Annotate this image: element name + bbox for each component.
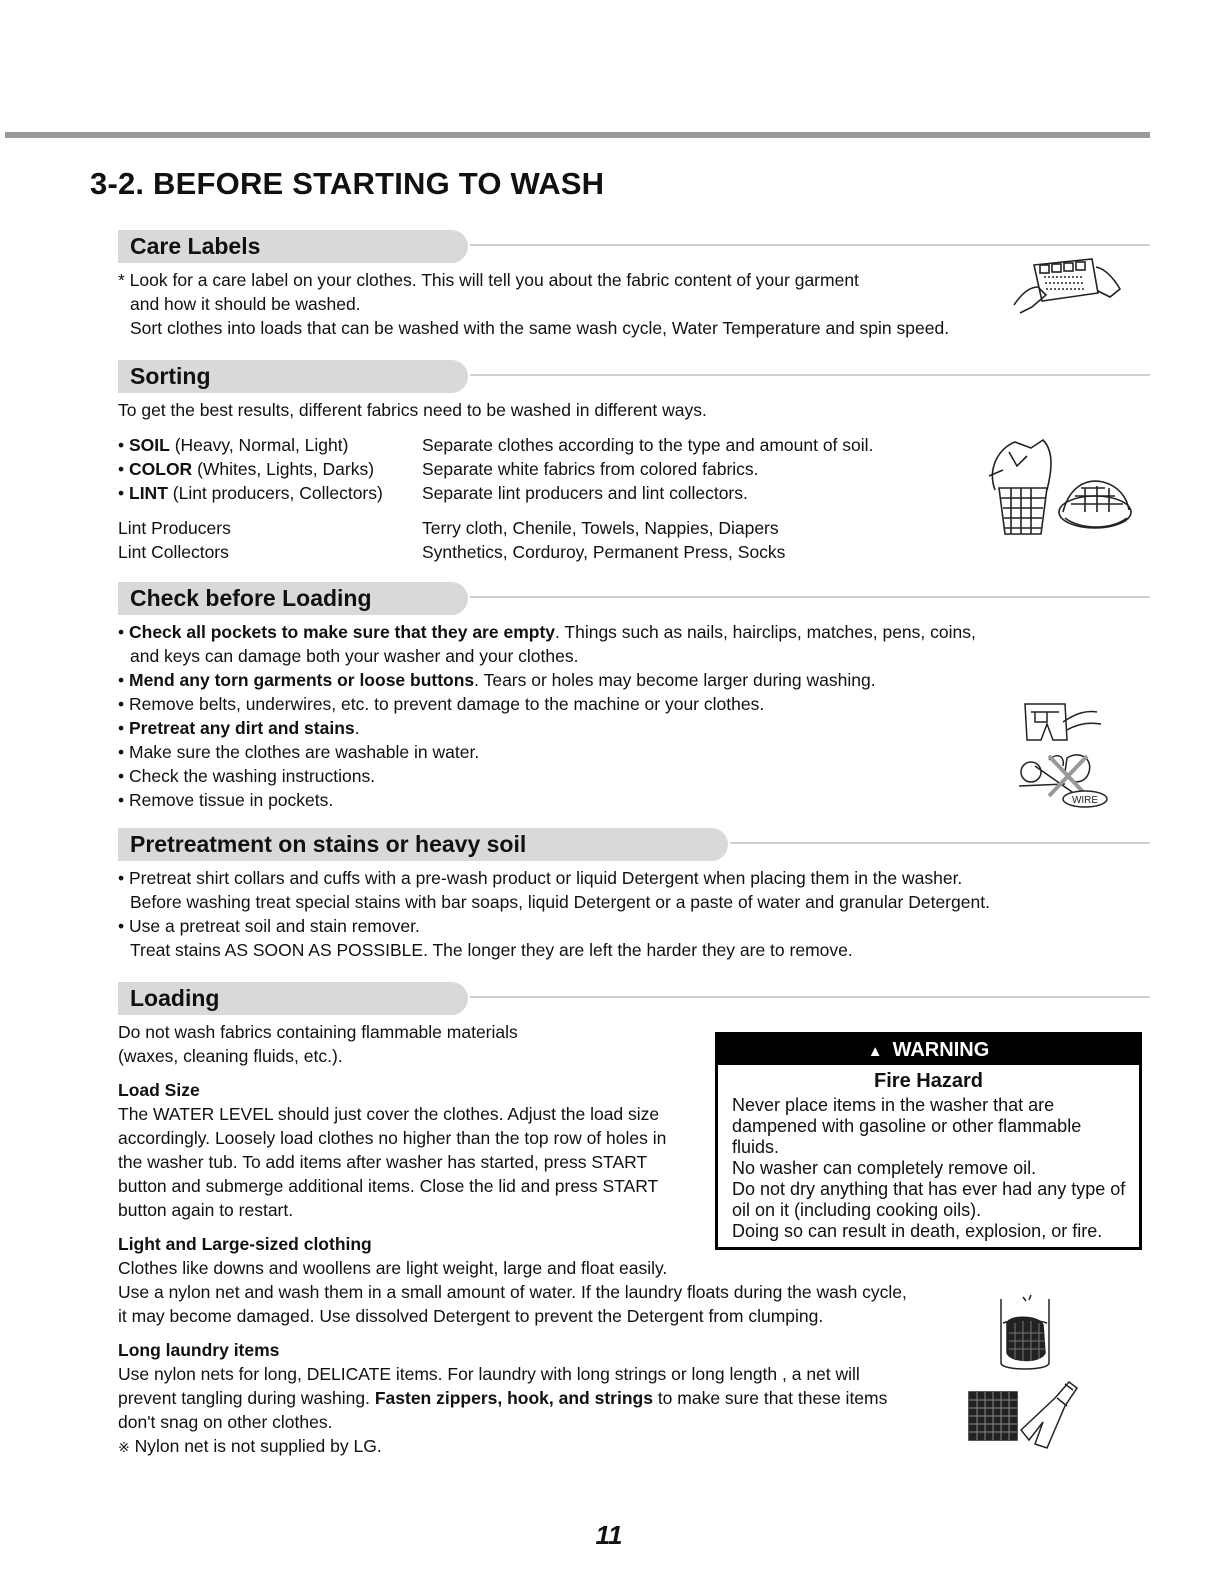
section-rule: [470, 996, 1150, 998]
care-labels-line-3: Sort clothes into loads that can be washed with the same wash cycle, Water Temperature and spin speed.: [130, 318, 950, 338]
long-items-line-1: Use nylon nets for long, DELICATE items. For laundry with long strings or long length , a net will: [118, 1364, 860, 1384]
light-clothing-line: it may become damaged. Use dissolved Detergent to prevent the Detergent from clumping.: [118, 1306, 824, 1326]
nylon-net-note: ※ Nylon net is not supplied by LG.: [118, 1436, 382, 1456]
check-item-belts: • Remove belts, underwires, etc. to prevent damage to the machine or your clothes.: [118, 694, 765, 714]
light-clothing-line: Clothes like downs and woollens are light weight, large and float easily.: [118, 1258, 668, 1278]
section-header-check-before-loading: [118, 582, 1150, 615]
light-clothing-line: Use a nylon net and wash them in a small amount of water. If the laundry floats during the wash cycle,: [118, 1282, 907, 1302]
sorting-terms: [118, 433, 383, 505]
nylon-net-and-jeans-icon: [965, 1378, 1085, 1468]
long-items-line-3: don't snag on other clothes.: [118, 1412, 333, 1432]
long-items-line-2: prevent tangling during washing. Fasten zippers, hook, and strings to make sure that these items: [118, 1388, 888, 1408]
section-title: Care Labels: [118, 230, 468, 263]
page-title: 3-2. BEFORE STARTING TO WASH: [90, 166, 605, 201]
warning-box: [715, 1032, 1142, 1250]
care-labels-line-2: and how it should be washed.: [130, 294, 361, 314]
light-clothing-block: [118, 1232, 907, 1328]
check-item-washable: • Make sure the clothes are washable in water.: [118, 742, 480, 762]
section-header-sorting: [118, 360, 1150, 393]
warning-header: [718, 1035, 1139, 1065]
wire-label: WIRE: [1071, 795, 1099, 806]
section-rule: [470, 374, 1150, 376]
load-size-title: Load Size: [118, 1080, 200, 1100]
load-size-line: accordingly. Loosely load clothes no higher than the top row of holes in: [118, 1128, 667, 1148]
care-label-hands-icon: [1012, 257, 1122, 315]
sorting-term-soil: • SOIL (Heavy, Normal, Light): [118, 435, 349, 455]
check-item-instructions: • Check the washing instructions.: [118, 766, 376, 786]
page-number: 11: [595, 1520, 623, 1550]
check-loading-list: [118, 620, 976, 812]
warning-triangle-icon: ▲: [867, 1043, 883, 1060]
section-title: Pretreatment on stains or heavy soil: [118, 828, 728, 861]
section-title: Check before Loading: [118, 582, 468, 615]
lint-producers-label: Lint Producers: [118, 518, 231, 538]
warning-body: [718, 1093, 1139, 1242]
warning-label: WARNING: [892, 1039, 990, 1061]
care-labels-line-1: * Look for a care label on your clothes. This will tell you about the fabric content of your garment: [118, 270, 859, 290]
section-header-loading: [118, 982, 1150, 1015]
sorting-term-lint: • LINT (Lint producers, Collectors): [118, 483, 383, 503]
loading-intro-line-1: Do not wash fabrics containing flammable materials: [118, 1022, 518, 1042]
check-item-pretreat: • Pretreat any dirt and stains.: [118, 718, 360, 738]
pretreatment-line-1: • Pretreat shirt collars and cuffs with a pre-wash product or liquid Detergent when placing them in the washer.: [118, 868, 963, 888]
long-items-block: [118, 1338, 887, 1459]
check-item-pockets-cont: and keys can damage both your washer and your clothes.: [130, 646, 579, 666]
check-item-mend: • Mend any torn garments or loose buttons. Tears or holes may become larger during washing.: [118, 670, 876, 690]
sorting-intro: To get the best results, different fabrics need to be washed in different ways.: [118, 400, 707, 420]
lint-descriptions: [422, 516, 785, 564]
section-rule: [730, 842, 1150, 844]
warning-line: Doing so can result in death, explosion, or fire.: [732, 1221, 1103, 1241]
loading-intro: [118, 1020, 518, 1068]
net-in-tub-icon: [995, 1293, 1055, 1373]
load-size-line: button and submerge additional items. Close the lid and press START: [118, 1176, 659, 1196]
care-labels-text: [118, 268, 949, 340]
load-size-block: [118, 1078, 666, 1222]
laundry-baskets-icon: [985, 438, 1135, 538]
section-rule: [470, 244, 1150, 246]
check-item-pockets: • Check all pockets to make sure that they are empty. Things such as nails, hairclips, matches, pens, coins,: [118, 622, 976, 642]
pocket-check-icon: [1005, 700, 1115, 812]
section-header-care-labels: [118, 230, 1150, 263]
section-rule: [470, 596, 1150, 598]
sorting-desc-lint: Separate lint producers and lint collectors.: [422, 483, 748, 503]
lint-collectors-label: Lint Collectors: [118, 542, 229, 562]
loading-intro-line-2: (waxes, cleaning fluids, etc.).: [118, 1046, 343, 1066]
load-size-line: the washer tub. To add items after washer has started, press START: [118, 1152, 648, 1172]
top-rule: [5, 132, 1150, 138]
sorting-descriptions: [422, 433, 873, 505]
sorting-desc-color: Separate white fabrics from colored fabrics.: [422, 459, 759, 479]
pretreatment-line-4: Treat stains AS SOON AS POSSIBLE. The longer they are left the harder they are to remove.: [130, 940, 853, 960]
sorting-term-color: • COLOR (Whites, Lights, Darks): [118, 459, 375, 479]
note-mark-icon: ※: [118, 1439, 130, 1455]
lint-collectors-desc: Synthetics, Corduroy, Permanent Press, Socks: [422, 542, 786, 562]
load-size-line: The WATER LEVEL should just cover the clothes. Adjust the load size: [118, 1104, 660, 1124]
warning-title: Fire Hazard: [874, 1070, 983, 1092]
pretreatment-text: [118, 866, 990, 962]
section-header-pretreatment: [118, 828, 1150, 861]
lint-labels: [118, 516, 231, 564]
pretreatment-line-2: Before washing treat special stains with bar soaps, liquid Detergent or a paste of water and granular Detergent.: [130, 892, 990, 912]
lint-producers-desc: Terry cloth, Chenile, Towels, Nappies, Diapers: [422, 518, 779, 538]
warning-line: Do not dry anything that has ever had any type of oil on it (including cooking oils).: [732, 1179, 1126, 1220]
light-clothing-title: Light and Large-sized clothing: [118, 1234, 372, 1254]
check-item-tissue: • Remove tissue in pockets.: [118, 790, 334, 810]
long-items-title: Long laundry items: [118, 1340, 280, 1360]
load-size-line: button again to restart.: [118, 1200, 294, 1220]
section-title: Loading: [118, 982, 468, 1015]
section-title: Sorting: [118, 360, 468, 393]
warning-line: Never place items in the washer that are dampened with gasoline or other flammable fluids.: [732, 1095, 1082, 1157]
warning-line: No washer can completely remove oil.: [732, 1158, 1037, 1178]
sorting-desc-soil: Separate clothes according to the type and amount of soil.: [422, 435, 874, 455]
pretreatment-line-3: • Use a pretreat soil and stain remover.: [118, 916, 420, 936]
